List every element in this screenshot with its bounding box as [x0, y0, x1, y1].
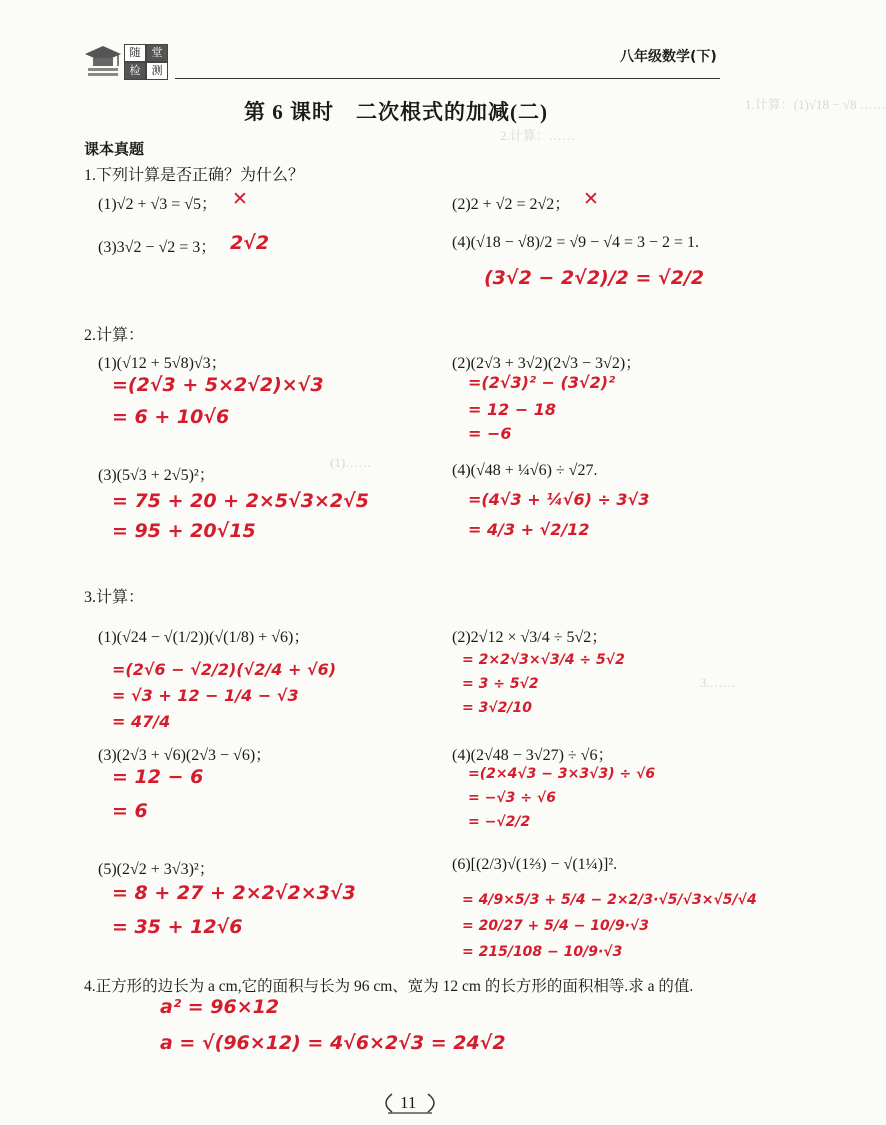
logo-char-4: 测 [146, 62, 168, 80]
q3-part6-work-3: = 215/108 − 10/9·√3 [462, 944, 623, 960]
q3-part3-work-2: = 6 [112, 800, 148, 822]
q2-part3-work-1: = 75 + 20 + 2×5√3×2√5 [112, 490, 370, 512]
q3-part1-work-2: = √3 + 12 − 1/4 − √3 [112, 686, 299, 705]
q3-part2-work-3: = 3√2/10 [462, 700, 533, 716]
q4-stem: 4.正方形的边长为 a cm,它的面积与长为 96 cm、宽为 12 cm 的长方形的面积相等.求 a 的值. [84, 978, 694, 995]
q2-part4-work-1: =(4√3 + ¼√6) ÷ 3√3 [468, 490, 650, 509]
bleed-text-1: 1.计算：(1)√18 − √8 …… [745, 97, 886, 112]
q1-stem: 1.下列计算是否正确？为什么？ [84, 167, 305, 184]
q3-part2: (2)2√12 × √3/4 ÷ 5√2； [452, 629, 608, 646]
q2-part4-work-2: = 4/3 + √2/12 [468, 520, 590, 539]
q2-part1: (1)(√12 + 5√8)√3； [98, 355, 227, 372]
q4-work-2: a = √(96×12) = 4√6×2√3 = 24√2 [160, 1032, 506, 1054]
bleed-text-3: (1)…… [330, 455, 372, 470]
q3-part1-work-3: = 47/4 [112, 712, 171, 731]
q2-part3-work-2: = 95 + 20√15 [112, 520, 256, 542]
q1-part3-answer: 2√2 [230, 232, 270, 254]
q1-part2-mark: ✕ [583, 188, 599, 210]
q3-part6: (6)[(2/3)√(1⅔) − √(1¼)]². [452, 856, 618, 873]
q3-stem: 3.计算： [84, 589, 145, 606]
q2-part1-work-1: =(2√3 + 5×2√2)×√3 [112, 374, 324, 396]
q3-part6-work-1: = 4/9×5/3 + 5/4 − 2×2/3·√5/√3×√5/√4 [462, 892, 757, 908]
q1-part2: (2)2 + √2 = 2√2； [452, 196, 571, 213]
page-title: 第 6 课时 二次根式的加减(二) [244, 100, 548, 124]
q3-part6-work-2: = 20/27 + 5/4 − 10/9·√3 [462, 918, 649, 934]
subject-label: 八年级数学(下) [620, 49, 717, 65]
q1-part1-mark: ✕ [232, 188, 248, 210]
q2-stem: 2.计算： [84, 327, 145, 344]
bleed-text-4: 3.…… [700, 675, 736, 690]
q3-part1-work-1: =(2√6 − √2/2)(√2/4 + √6) [112, 660, 337, 679]
q3-part1: (1)(√24 − √(1/2))(√(1/8) + √6)； [98, 629, 310, 646]
logo-char-3: 检 [124, 62, 146, 80]
q2-part3: (3)(5√3 + 2√5)²； [98, 467, 215, 484]
q3-part5-work-1: = 8 + 27 + 2×2√2×3√3 [112, 882, 356, 904]
q3-part4: (4)(2√48 − 3√27) ÷ √6； [452, 747, 614, 764]
q3-part2-work-2: = 3 ÷ 5√2 [462, 676, 539, 692]
q3-part3: (3)(2√3 + √6)(2√3 − √6)； [98, 747, 272, 764]
q2-part4: (4)(√48 + ¼√6) ÷ √27. [452, 462, 598, 479]
header-rule [175, 78, 720, 79]
q4-work-1: a² = 96×12 [160, 996, 280, 1018]
q1-part3: (3)3√2 − √2 = 3； [98, 239, 217, 256]
page-number: 11 [400, 1093, 417, 1112]
q3-part5: (5)(2√2 + 3√3)²； [98, 861, 215, 878]
q3-part4-work-3: = −√2/2 [468, 814, 531, 830]
q3-part4-work-1: =(2×4√3 − 3×3√3) ÷ √6 [468, 766, 656, 782]
q3-part4-work-2: = −√3 ÷ √6 [468, 790, 556, 806]
q2-part2-work-1: =(2√3)² − (3√2)² [468, 373, 616, 392]
q2-part2: (2)(2√3 + 3√2)(2√3 − 3√2)； [452, 355, 642, 372]
q3-part3-work-1: = 12 − 6 [112, 766, 204, 788]
q3-part2-work-1: = 2×2√3×√3/4 ÷ 5√2 [462, 652, 625, 668]
q2-part2-work-3: = −6 [468, 424, 512, 443]
q2-part2-work-2: = 12 − 18 [468, 400, 557, 419]
q1-part4: (4)(√18 − √8)/2 = √9 − √4 = 3 − 2 = 1. [452, 234, 700, 251]
logo-char-1: 随 [124, 44, 146, 62]
logo-char-2: 堂 [146, 44, 168, 62]
graduation-cap-icon [84, 44, 122, 80]
q1-part1: (1)√2 + √3 = √5； [98, 196, 218, 213]
q3-part5-work-2: = 35 + 12√6 [112, 916, 243, 938]
q2-part1-work-2: = 6 + 10√6 [112, 406, 230, 428]
bleed-text-2: 2.计算：…… [500, 128, 575, 143]
q1-part4-answer: (3√2 − 2√2)/2 = √2/2 [484, 267, 705, 289]
section-heading: 课本真题 [84, 142, 145, 158]
